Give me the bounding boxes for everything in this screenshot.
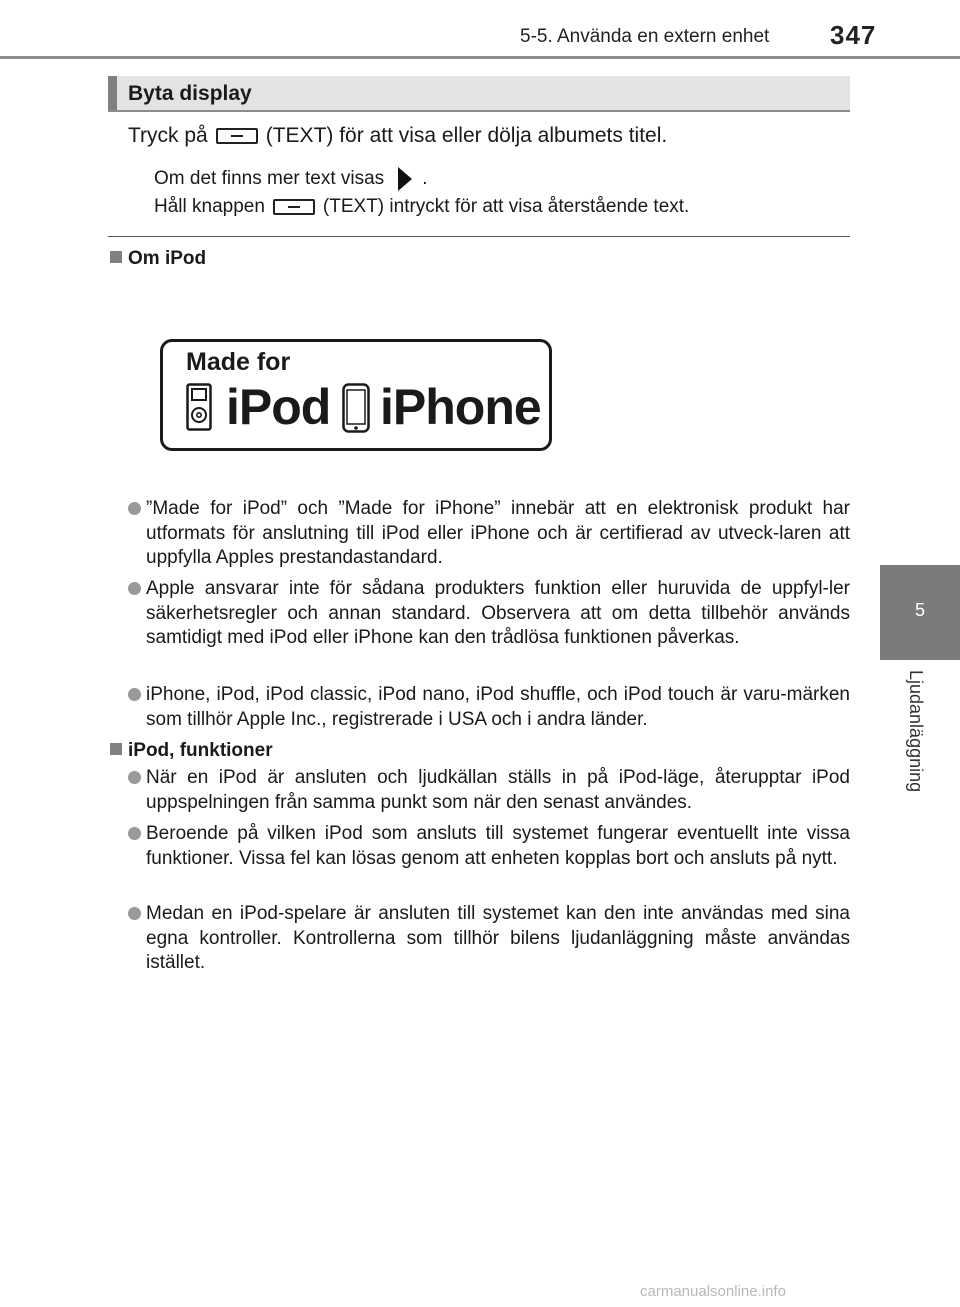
section-title-marker: [108, 76, 117, 110]
bullet-item: [128, 577, 850, 651]
heading-ipod-funktioner: [110, 740, 273, 762]
instruction-before: Tryck på: [128, 124, 208, 147]
bullet-dot-icon: [128, 907, 141, 920]
text-button-icon: [216, 128, 258, 144]
note-more-text: [154, 167, 427, 191]
bullet-dot-icon: [128, 827, 141, 840]
bullet-text: iPhone, iPod, iPod classic, iPod nano, iPod shuffle, och iPod touch är varu-märken som tillhör Apple Inc., registrerade i USA och i andra länder.: [146, 684, 850, 730]
logo-made-for: Made for: [186, 348, 291, 376]
bullet-text: Medan en iPod-spelare är ansluten till systemet kan den inte användas med sina egna kontroller. Kontrollerna som tillhör bilens ljudanläggning måste användas istället.: [146, 903, 850, 973]
text-button-icon: [273, 199, 315, 215]
logo-iphone-text: iPhone: [380, 379, 541, 435]
bullet-item: [128, 497, 850, 571]
section-title: Byta display: [128, 82, 252, 105]
heading-om-ipod: [110, 248, 206, 270]
ipod-device-icon: [186, 383, 212, 431]
chapter-number: 5: [914, 600, 925, 620]
instruction-after: (TEXT) för att visa eller dölja albumets titel.: [265, 124, 668, 147]
bullet-item: [128, 683, 850, 732]
iphone-device-icon: [342, 383, 370, 433]
bullet-text: När en iPod är ansluten och ljudkällan ställs in på iPod-läge, återupptar iPod uppspelningen från samma punkt som när den senast användes.: [146, 767, 850, 813]
note-hold-button: [154, 196, 689, 218]
heading-om-ipod-text: Om iPod: [128, 248, 207, 269]
bullet-dot-icon: [128, 502, 141, 515]
chapter-label: [905, 670, 925, 830]
page-number: 347: [830, 20, 877, 50]
instruction-text: [128, 124, 667, 148]
bullet-text: Beroende på vilken iPod som ansluts till systemet fungerar eventuellt inte vissa funktioner. Vissa fel kan lösas genom att enheten kopplas bort och ansluts på nytt.: [146, 823, 850, 869]
heading-square-icon: [110, 743, 122, 755]
section-title-rule: [108, 110, 850, 112]
bullet-item: [128, 902, 850, 976]
bullet-text: Apple ansvarar inte för sådana produkters funktion eller huruvida de uppfyl-ler säkerhetsregler och annan standard. Observera att om detta tillbehör används samtidigt med iPod eller iPhone kan den trådlösa funktionen påverkas.: [146, 578, 850, 648]
chapter-label-text: Ljudanläggning: [906, 670, 926, 793]
bullet-dot-icon: [128, 582, 141, 595]
bullet-text: ”Made for iPod” och ”Made for iPhone” innebär att en elektronisk produkt har utformats för anslutning till iPod eller iPhone och är certifierad av utveck-laren att uppfylla Apples prestandastandard.: [146, 498, 850, 568]
bullet-item: [128, 822, 850, 871]
more-text-arrow-icon: [398, 167, 412, 191]
bullet-item: [128, 766, 850, 815]
note1-after: .: [422, 168, 428, 190]
heading-ipod-funktioner-text: iPod, funktioner: [128, 740, 273, 761]
watermark: carmanualsonline.info: [640, 1283, 786, 1300]
note2-before: Håll knappen: [154, 196, 265, 217]
bullet-dot-icon: [128, 771, 141, 784]
bullet-dot-icon: [128, 688, 141, 701]
note1-before: Om det finns mer text visas: [154, 168, 385, 190]
logo-ipod-text: iPod: [226, 379, 331, 435]
header-rule: [0, 56, 960, 59]
note2-after: (TEXT) intryckt för att visa återstående text.: [322, 196, 690, 217]
header-title: 5-5. Använda en extern enhet: [520, 26, 770, 47]
heading-square-icon: [110, 251, 122, 263]
section-divider: [108, 236, 850, 237]
